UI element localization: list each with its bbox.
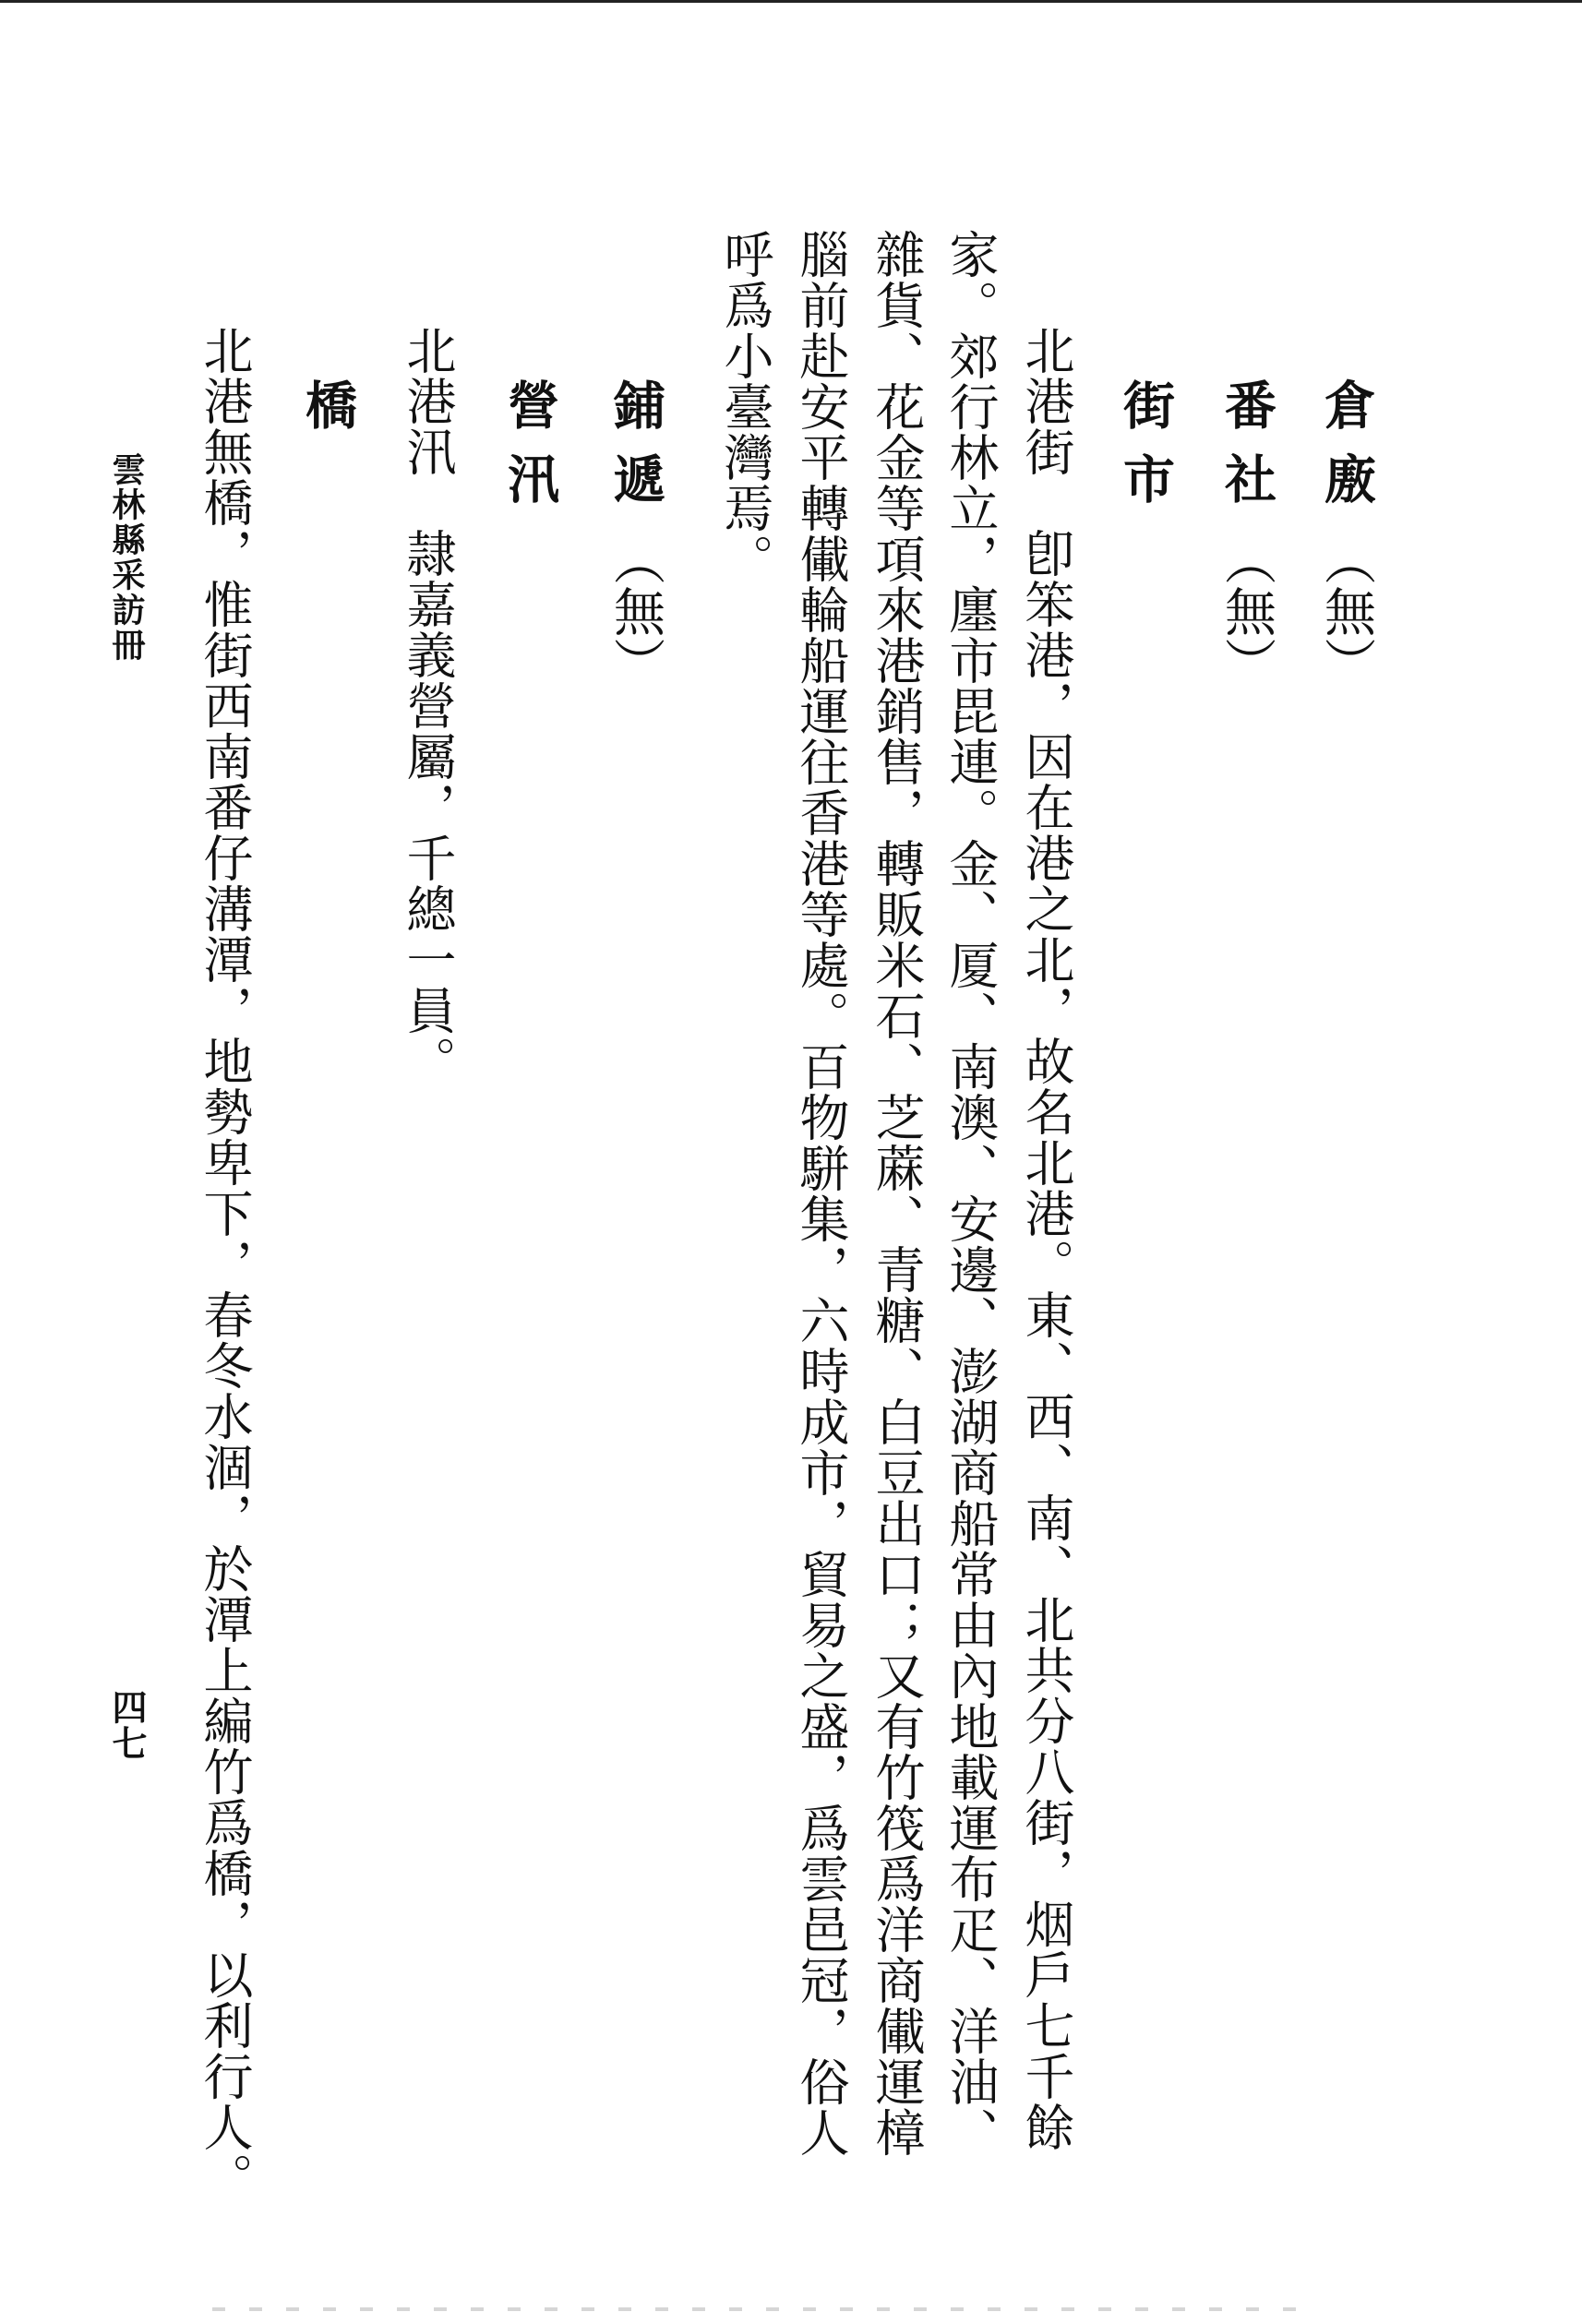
heading-relay-note: （無） [605, 533, 665, 689]
streets-text-line-5: 呼爲小臺灣焉。 [716, 229, 774, 584]
heading-bridges [297, 378, 357, 452]
top-border-line [0, 0, 1582, 3]
heading-aboriginal-villages [1216, 378, 1276, 689]
heading-courier-relay [605, 378, 665, 689]
scan-artifact [212, 2307, 1320, 2311]
heading-granary-title: 倉廒 [1316, 378, 1376, 526]
streets-text-line-3: 雜貨、花金等項來港銷售，轉販米石、芝蔴、青糖、白豆出口；又有竹筏爲洋商儎運樟 [868, 229, 926, 2158]
heading-granary [1316, 378, 1376, 689]
heading-garrison [499, 378, 559, 526]
streets-text-line-2: 家。郊行林立，廛市毘連。金、厦、南澳、安邊、澎湖商船常由內地載運布疋、洋油、 [941, 229, 1000, 2158]
streets-text-line-1: 北港街 卽笨港，因在港之北，故名北港。東、西、南、北共分八街，烟戶七千餘 [1017, 325, 1075, 2152]
garrison-text-line-1: 北港汛 隷嘉義營屬，千總一員。 [399, 325, 457, 1086]
heading-garrison-title: 營汛 [499, 378, 559, 526]
heading-relay-title: 鋪遞 [605, 378, 665, 526]
bridges-text-line-1: 北港無橋，惟街西南番仔溝潭，地勢卑下，春冬水涸，於潭上編竹爲橋，以利行人。 [196, 325, 254, 2203]
page-number: 四七 [106, 1689, 147, 1761]
heading-granary-note: （無） [1316, 533, 1376, 689]
heading-bridges-title: 橋 [297, 378, 357, 452]
streets-text-line-4: 腦前赴安平轉儎輪船運往香港等處。百物駢集，六時成市，貿易之盛，爲雲邑冠，俗人 [792, 229, 850, 2158]
heading-aboriginal-note: （無） [1216, 533, 1276, 689]
book-title-footer: 雲林縣采訪冊 [107, 452, 145, 663]
heading-streets [1115, 378, 1175, 526]
heading-aboriginal-title: 番社 [1216, 378, 1276, 526]
heading-streets-title: 街市 [1115, 378, 1175, 526]
